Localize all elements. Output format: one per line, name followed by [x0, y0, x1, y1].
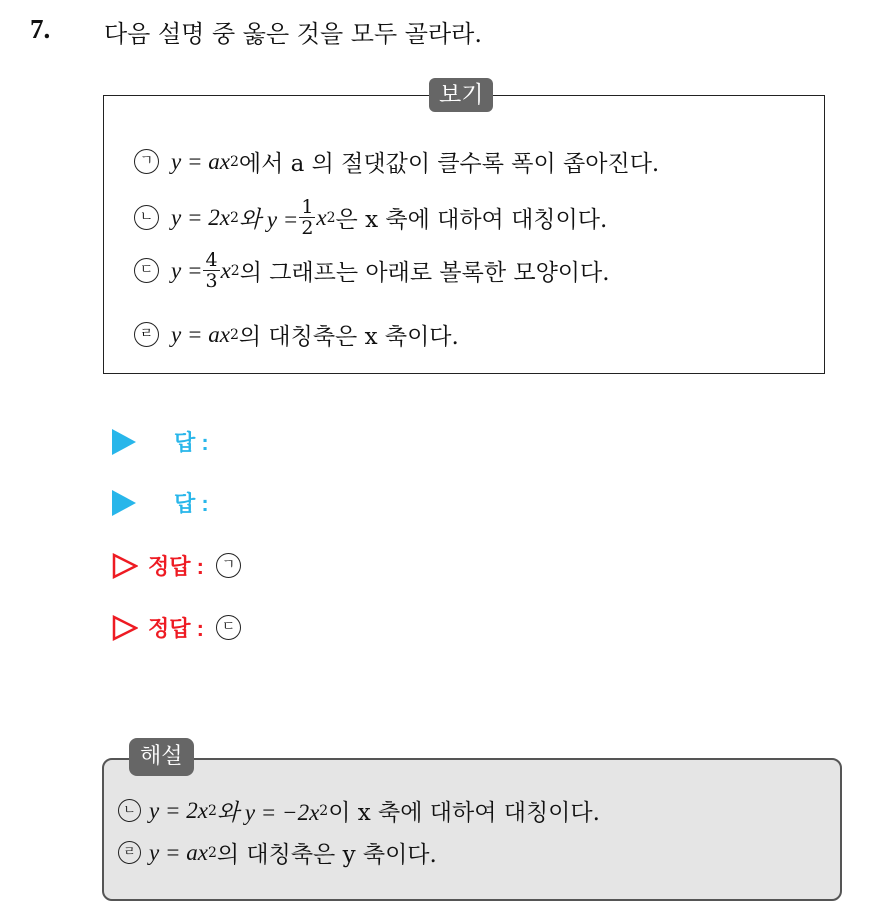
exponent: 2 — [319, 802, 329, 819]
bogi-item-1 — [134, 145, 659, 178]
correct-answer-row-1 — [112, 550, 253, 581]
solution-line-1 — [118, 794, 600, 827]
solution-expr: 와 y = −2x — [216, 800, 320, 825]
item-expr: y = — [171, 257, 203, 283]
item-text: 에서 a 의 절댓값이 클수록 폭이 좁아진다. — [238, 151, 660, 177]
exponent: 2 — [229, 153, 239, 170]
fraction-denominator: 2 — [301, 217, 314, 239]
item-expr: y = 2x — [171, 204, 230, 230]
fraction-numerator: 1 — [301, 196, 314, 218]
fraction — [299, 197, 315, 238]
exponent: 2 — [326, 209, 336, 226]
solution-box — [102, 758, 842, 901]
answer-label: 답 : — [174, 491, 209, 516]
item-text: 의 그래프는 아래로 볼록한 모양이다. — [239, 260, 610, 286]
answer-label: 답 : — [174, 430, 209, 455]
item-mark: ㄴ — [134, 205, 159, 230]
bogi-item-4 — [134, 318, 459, 351]
correct-answer-row-2 — [112, 612, 253, 643]
play-triangle-icon — [112, 490, 136, 516]
item-expr: x — [316, 204, 327, 230]
item-mark: ㄹ — [134, 322, 159, 347]
fraction-numerator: 4 — [205, 249, 218, 271]
bogi-item-2 — [134, 197, 607, 238]
solution-mark: ㄴ — [118, 799, 141, 822]
item-text: 의 대칭축은 x 축이다. — [238, 324, 459, 350]
solution-mark: ㄹ — [118, 841, 141, 864]
solution-expr: y = ax — [149, 839, 208, 865]
play-triangle-icon — [112, 429, 136, 455]
correct-answer-value: ㄷ — [216, 615, 241, 640]
solution-line-2 — [118, 836, 437, 869]
exponent: 2 — [229, 209, 239, 226]
exponent: 2 — [229, 326, 239, 343]
outline-triangle-icon — [112, 553, 138, 579]
item-mark: ㄷ — [134, 258, 159, 283]
outline-triangle-icon — [112, 615, 138, 641]
item-mark: ㄱ — [134, 149, 159, 174]
item-text: 은 x 축에 대하여 대칭이다. — [335, 207, 608, 233]
exponent: 2 — [207, 844, 217, 861]
bogi-item-3 — [134, 250, 610, 291]
fraction — [203, 250, 219, 291]
exponent: 2 — [230, 262, 240, 279]
solution-text: 의 대칭축은 y 축이다. — [216, 842, 437, 868]
item-expr: y = ax — [171, 321, 230, 347]
question-text: 다음 설명 중 옳은 것을 모두 골라라. — [104, 20, 482, 48]
solution-text: 이 x 축에 대하여 대칭이다. — [328, 800, 600, 826]
correct-answer-label: 정답 : — [148, 554, 204, 579]
correct-answer-value: ㄱ — [216, 553, 241, 578]
correct-answer-label: 정답 : — [148, 616, 204, 641]
answer-row-1 — [112, 426, 209, 457]
solution-tag: 해설 — [129, 738, 194, 776]
bogi-tag: 보기 — [429, 78, 493, 112]
item-expr: x — [220, 257, 231, 283]
item-expr: 와 y = — [238, 207, 299, 232]
fraction-denominator: 3 — [205, 270, 218, 292]
exponent: 2 — [207, 802, 217, 819]
item-expr: y = ax — [171, 148, 230, 174]
answer-row-2 — [112, 487, 209, 518]
question-number: 7. — [30, 14, 51, 44]
solution-expr: y = 2x — [149, 797, 208, 823]
